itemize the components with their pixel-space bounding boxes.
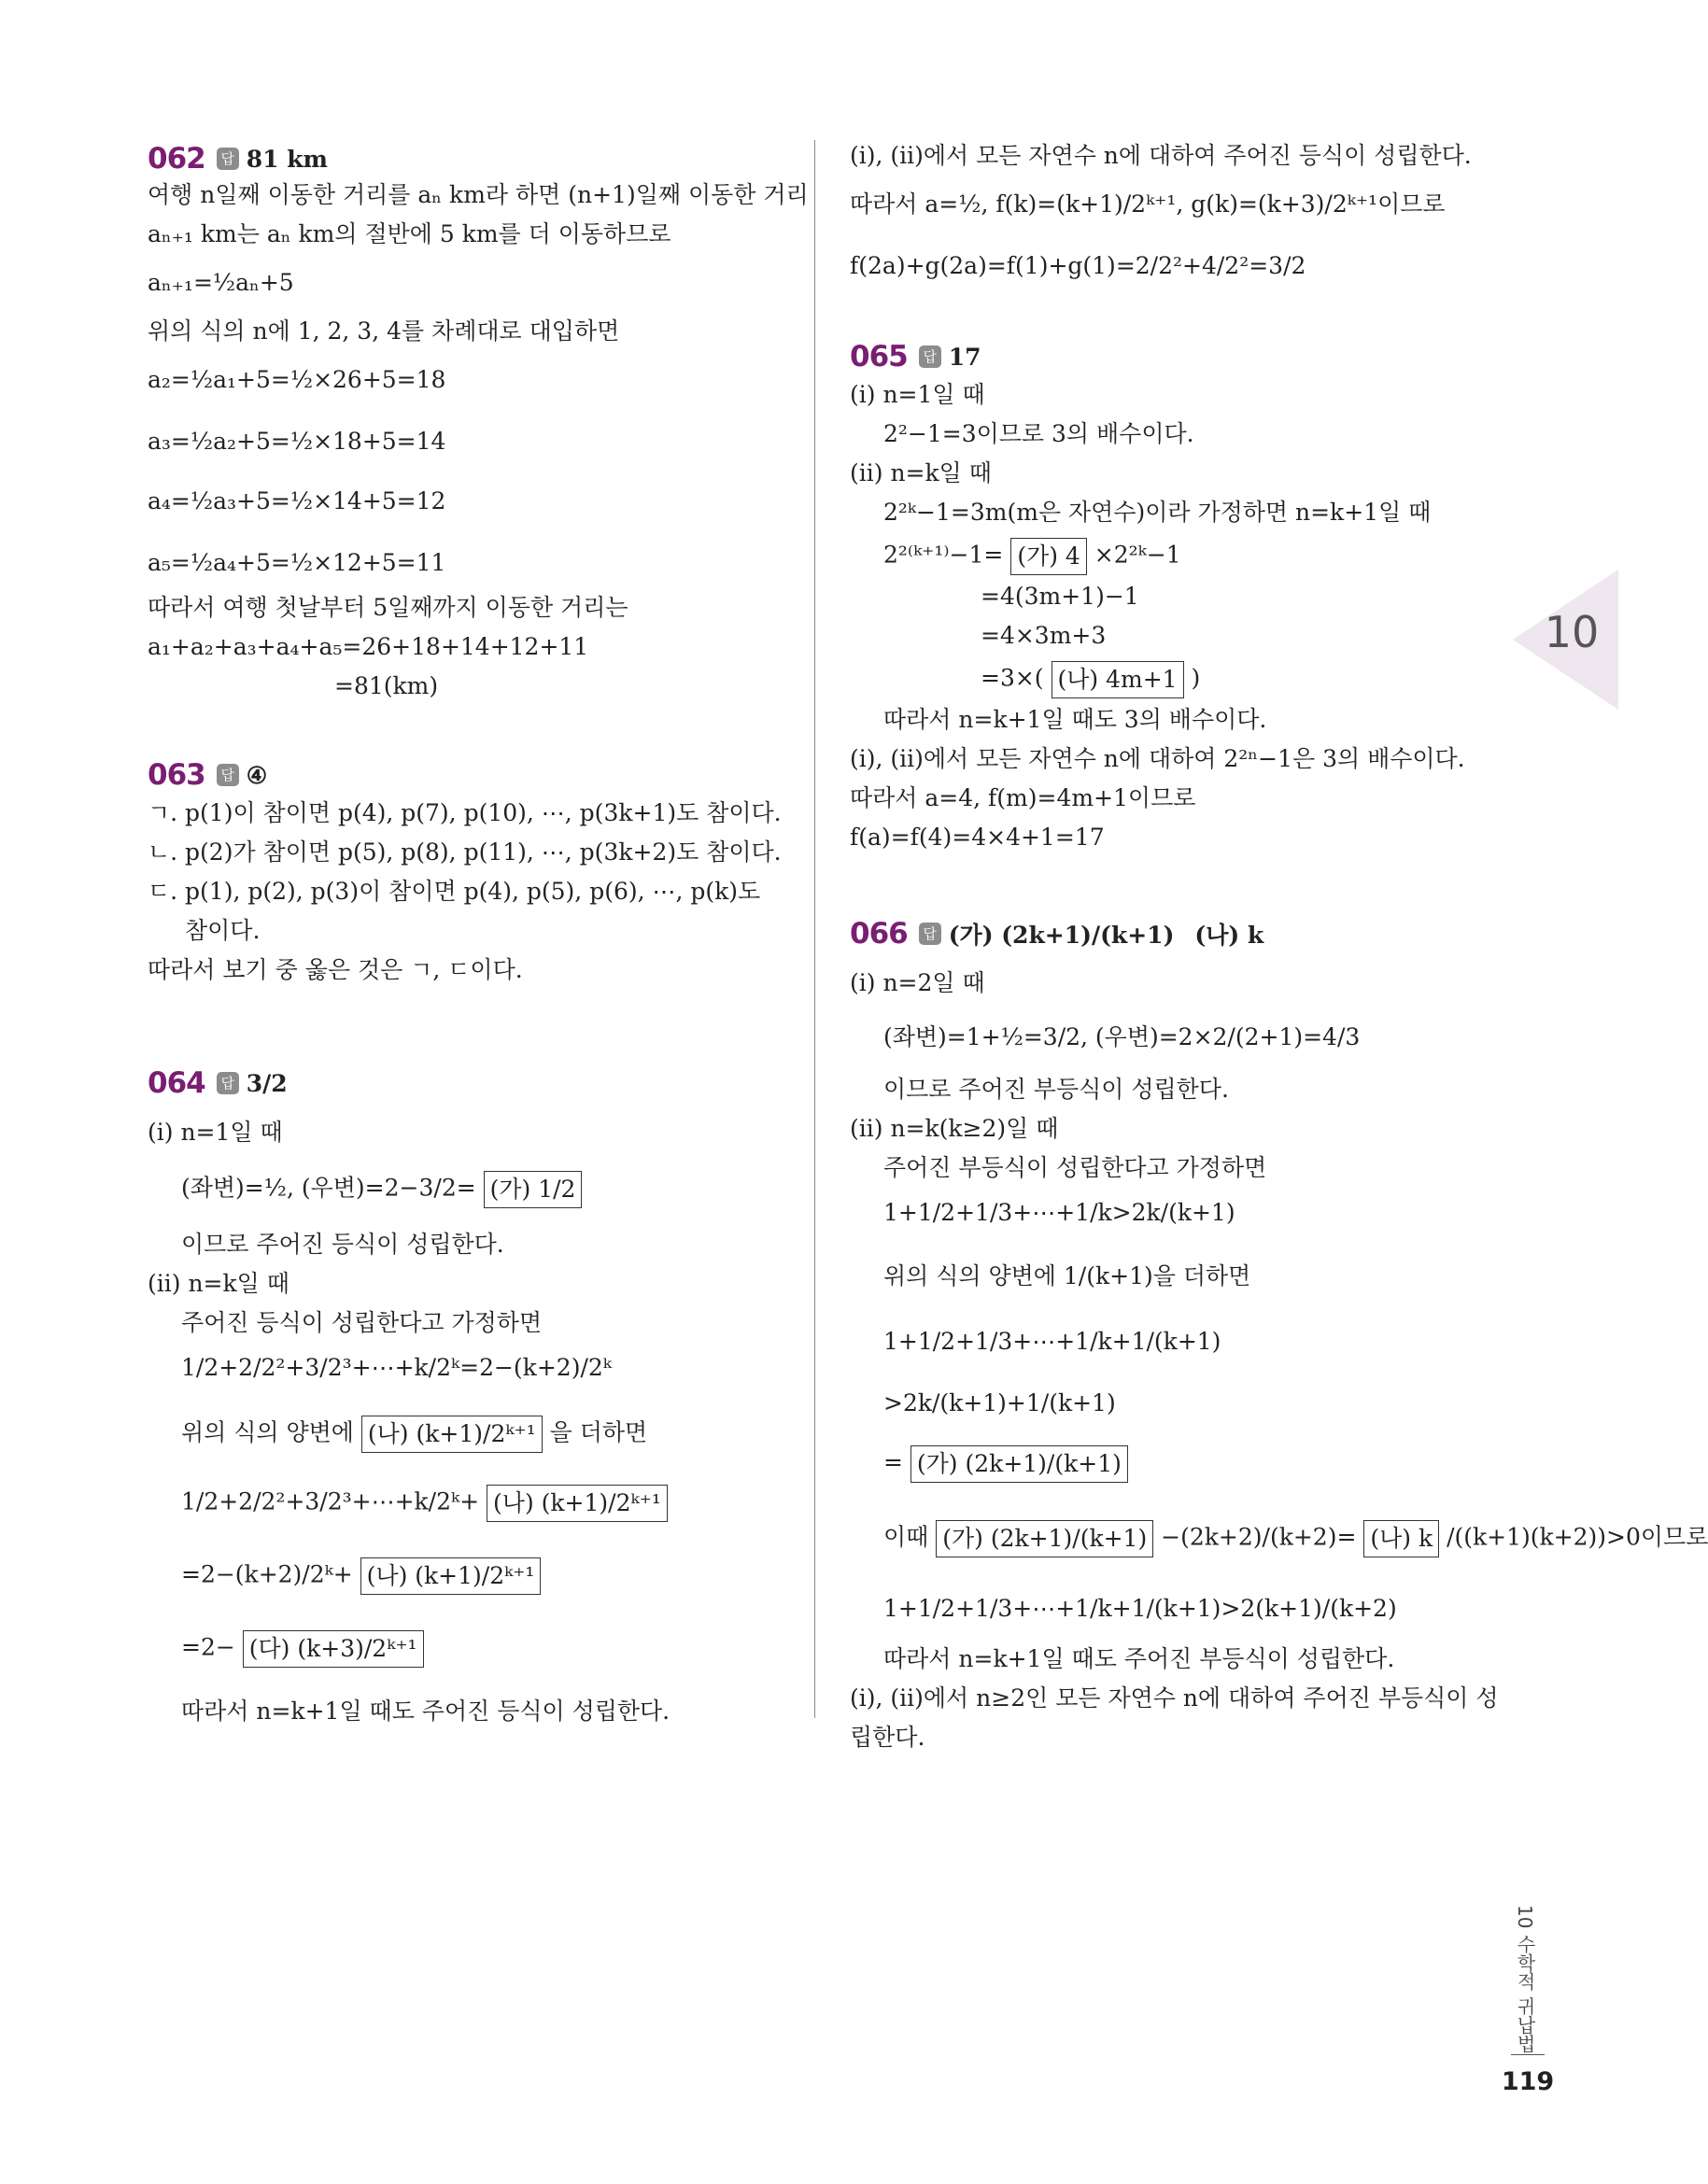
- problem-answer: 81 km: [246, 145, 328, 173]
- equation-text: 을 더하면: [549, 1418, 648, 1446]
- blank-box-na: (나) k: [1363, 1520, 1439, 1557]
- blank-box-da: (다) (k+3)/2ᵏ⁺¹: [243, 1630, 424, 1668]
- answer-badge: 답: [217, 148, 239, 170]
- equation-line: 1+1/2+1/3+⋯+1/k>2k/(k+1): [883, 1199, 1235, 1226]
- solution-line: 따라서 보기 중 옳은 것은 ㄱ, ㄷ이다.: [148, 956, 523, 983]
- equation-line: [883, 538, 1181, 575]
- equation-line: 1+1/2+1/3+⋯+1/k+1/(k+1): [883, 1328, 1221, 1355]
- page-number-rule: [1511, 2054, 1545, 2055]
- problem-answer: 17: [948, 343, 981, 371]
- equation-line: [181, 1485, 668, 1522]
- case-line: (ⅰ) n=1일 때: [850, 381, 985, 408]
- problem-number: 066: [850, 917, 908, 951]
- answer-badge: 답: [919, 923, 941, 945]
- equation-line: (좌변)=1+½=3/2, (우변)=2×2/(2+1)=4/3: [883, 1023, 1361, 1050]
- problem-062-header: [148, 140, 328, 177]
- equation-line: =81(km): [334, 672, 439, 699]
- blank-box-ga: (가) (2k+1)/(k+1): [910, 1445, 1128, 1483]
- blank-box-na: (나) (k+1)/2ᵏ⁺¹: [487, 1485, 668, 1522]
- case-line: (ⅱ) n=k일 때: [850, 459, 992, 486]
- equation-line: =4×3m+3: [981, 622, 1107, 649]
- equation-line: a₁+a₂+a₃+a₄+a₅=26+18+14+12+11: [148, 633, 589, 660]
- equation-line: =4(3m+1)−1: [981, 583, 1139, 610]
- equation-line: [181, 1416, 647, 1453]
- solution-line: 여행 n일째 이동한 거리를 aₙ km라 하면 (n+1)일째 이동한 거리: [148, 181, 809, 208]
- blank-box-na: (나) (k+1)/2ᵏ⁺¹: [361, 1416, 543, 1453]
- solution-line: 이므로 주어진 부등식이 성립한다.: [883, 1076, 1229, 1103]
- equation-line: f(a)=f(4)=4×4+1=17: [850, 824, 1105, 851]
- equation-line: [181, 1557, 541, 1595]
- chapter-tab-number: 10: [1544, 607, 1600, 657]
- answer-badge: 답: [217, 1072, 239, 1094]
- equation-line: [181, 1630, 424, 1668]
- equation-line: f(2a)+g(2a)=f(1)+g(1)=2/2²+4/2²=3/2: [850, 252, 1306, 279]
- case-line: (ⅱ) n=k일 때: [148, 1270, 289, 1297]
- blank-box-ga: (가) 1/2: [484, 1171, 583, 1208]
- solution-line: 따라서 여행 첫날부터 5일째까지 이동한 거리는: [148, 594, 628, 621]
- equation-line: a₃=½a₂+5=½×18+5=14: [148, 428, 446, 455]
- solution-line: 따라서 n=k+1일 때도 3의 배수이다.: [883, 706, 1267, 733]
- choice-line: ㄴ. p(2)가 참이면 p(5), p(8), p(11), ⋯, p(3k+2)도 참이다.: [148, 838, 782, 866]
- equation-text: 2²⁽ᵏ⁺¹⁾−1=: [883, 541, 1004, 569]
- equation-text: =2−: [181, 1633, 235, 1661]
- equation-text: 위의 식의 양변에: [181, 1418, 354, 1446]
- solution-line: 따라서 n=k+1일 때도 주어진 등식이 성립한다.: [181, 1698, 670, 1725]
- case-line: (ⅰ) n=1일 때: [148, 1119, 283, 1146]
- problem-answer-a: (가) (2k+1)/(k+1): [948, 922, 1175, 949]
- blank-box-ga: (가) (2k+1)/(k+1): [936, 1520, 1153, 1557]
- chapter-title: 10 수학적 귀납법: [1514, 1905, 1536, 2053]
- equation-text: −(2k+2)/(k+2)=: [1161, 1523, 1357, 1551]
- case-line: (ⅱ) n=k(k≥2)일 때: [850, 1115, 1059, 1142]
- equation-text: =2−(k+2)/2ᵏ+: [181, 1560, 353, 1588]
- answer-badge: 답: [919, 345, 941, 368]
- solution-line: 립한다.: [850, 1724, 925, 1751]
- blank-box-na: (나) (k+1)/2ᵏ⁺¹: [360, 1557, 542, 1595]
- problem-answer: ④: [246, 761, 268, 789]
- page-number: 119: [1501, 2067, 1555, 2096]
- answer-badge: 답: [217, 764, 239, 786]
- equation-line: >2k/(k+1)+1/(k+1): [883, 1389, 1116, 1416]
- equation-text: ×2²ᵏ−1: [1094, 541, 1181, 569]
- equation-line: [981, 661, 1200, 698]
- problem-number: 062: [148, 142, 205, 176]
- equation-line: 1+1/2+1/3+⋯+1/k+1/(k+1)>2(k+1)/(k+2): [883, 1595, 1397, 1622]
- problem-number: 063: [148, 758, 205, 792]
- equation-text: (좌변)=½, (우변)=2−3/2=: [181, 1174, 476, 1202]
- choice-line: ㄷ. p(1), p(2), p(3)이 참이면 p(4), p(5), p(6), ⋯, p(k)도: [148, 878, 761, 905]
- equation-line: 위의 식의 양변에 1/(k+1)을 더하면: [883, 1262, 1251, 1289]
- column-divider: [814, 140, 815, 1718]
- equation-line: [883, 1445, 1128, 1483]
- blank-box-ga: (가) 4: [1010, 538, 1087, 575]
- solution-line: 2²−1=3이므로 3의 배수이다.: [883, 420, 1194, 447]
- equation-text: 1/2+2/2²+3/2³+⋯+k/2ᵏ+: [181, 1487, 480, 1515]
- problem-answer: 3/2: [246, 1069, 288, 1097]
- equation-line: [181, 1171, 582, 1208]
- problem-066-header: [850, 906, 1263, 962]
- equation-text: ): [1191, 664, 1201, 692]
- solution-line: 2²ᵏ−1=3m(m은 자연수)이라 가정하면 n=k+1일 때: [883, 499, 1432, 526]
- solution-line: aₙ₊₁ km는 aₙ km의 절반에 5 km를 더 이동하므로: [148, 220, 671, 247]
- equation-line: a₅=½a₄+5=½×12+5=11: [148, 549, 446, 576]
- choice-line: ㄱ. p(1)이 참이면 p(4), p(7), p(10), ⋯, p(3k+1)도 참이다.: [148, 799, 782, 826]
- problem-number: 064: [148, 1066, 205, 1100]
- problem-065-header: [850, 338, 981, 375]
- solution-line: 주어진 등식이 성립한다고 가정하면: [181, 1309, 543, 1336]
- solution-line: 위의 식의 n에 1, 2, 3, 4를 차례대로 대입하면: [148, 317, 620, 345]
- blank-box-na: (나) 4m+1: [1052, 661, 1184, 698]
- equation-line: a₄=½a₃+5=½×14+5=12: [148, 487, 446, 514]
- solution-line: (ⅰ), (ⅱ)에서 모든 자연수 n에 대하여 주어진 등식이 성립한다.: [850, 142, 1472, 169]
- equation-line: a₂=½a₁+5=½×26+5=18: [148, 366, 446, 393]
- equation-line: 1/2+2/2²+3/2³+⋯+k/2ᵏ=2−(k+2)/2ᵏ: [181, 1354, 612, 1381]
- solution-line: (ⅰ), (ⅱ)에서 모든 자연수 n에 대하여 2²ⁿ−1은 3의 배수이다.: [850, 745, 1465, 772]
- equation-text: =: [883, 1448, 903, 1476]
- equation-line: 따라서 a=½, f(k)=(k+1)/2ᵏ⁺¹, g(k)=(k+3)/2ᵏ⁺¹이므로: [850, 190, 1446, 218]
- equation-text: 이때: [883, 1523, 929, 1551]
- equation-text: /((k+1)(k+2))>0이므로: [1447, 1523, 1708, 1551]
- choice-line: 참이다.: [185, 917, 261, 944]
- equation-line: [883, 1520, 1708, 1557]
- equation-text: =3×(: [981, 664, 1044, 692]
- solution-line: aₙ₊₁=½aₙ+5: [148, 269, 294, 296]
- solution-line: 따라서 n=k+1일 때도 주어진 부등식이 성립한다.: [883, 1645, 1395, 1672]
- solution-line: (ⅰ), (ⅱ)에서 n≥2인 모든 자연수 n에 대하여 주어진 부등식이 성: [850, 1684, 1499, 1712]
- solution-line: 주어진 부등식이 성립한다고 가정하면: [883, 1154, 1267, 1181]
- problem-number: 065: [850, 340, 908, 373]
- problem-063-header: [148, 756, 267, 794]
- solution-line: 이므로 주어진 등식이 성립한다.: [181, 1231, 504, 1258]
- solution-line: 따라서 a=4, f(m)=4m+1이므로: [850, 784, 1196, 811]
- problem-answer-b: (나) k: [1194, 922, 1264, 949]
- case-line: (ⅰ) n=2일 때: [850, 969, 985, 996]
- problem-064-header: [148, 1055, 288, 1111]
